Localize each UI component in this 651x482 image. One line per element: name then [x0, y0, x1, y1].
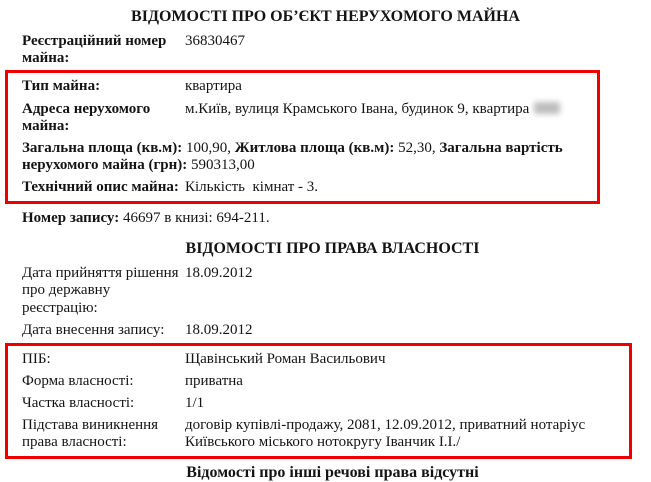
- ownership-basis-value: договір купівлі-продажу, 2081, 12.09.2012, приватний нотаріус Київського міського нотокругу Іванчик І.І./: [185, 416, 586, 451]
- ownership-share-label: Частка власності:: [22, 394, 135, 411]
- property-type-value: квартира: [185, 78, 242, 95]
- ownership-form-row: [22, 373, 623, 390]
- other-rights-note: Відомості про інші речові права відсутні: [186, 464, 479, 482]
- total-cost-value: 590313,00: [187, 156, 255, 173]
- technical-description-value: Кількість кімнат - 3.: [185, 178, 319, 195]
- decision-date-label: Дата прийняття рішення про державну реєстрацію:: [22, 265, 179, 316]
- ownership-basis-label: Підстава виникнення права власності:: [22, 416, 159, 451]
- owner-name-row: [22, 351, 623, 368]
- total-cost-label: Загальна вартість нерухомого майна (грн):: [22, 139, 563, 173]
- record-number-label: Номер запису:: [22, 209, 120, 226]
- address-text: м.Київ, вулиця Крамського Івана, будинок 9, квартира: [185, 100, 530, 117]
- owner-name-label: ПІБ:: [22, 350, 51, 367]
- object-highlight-box: [5, 70, 600, 204]
- decision-date-row: [22, 265, 643, 316]
- address-row: [22, 101, 591, 135]
- living-area-label: Житлова площа (кв.м):: [234, 139, 395, 156]
- record-number-line: [22, 210, 643, 227]
- entry-date-row: [22, 322, 643, 339]
- entry-date-value: 18.09.2012: [185, 321, 253, 338]
- ownership-form-label: Форма власності:: [22, 372, 134, 389]
- address-value: [185, 101, 591, 135]
- technical-description-row: [22, 179, 591, 196]
- total-area-label: Загальна площа (кв.м):: [22, 139, 183, 156]
- ownership-highlight-box: [5, 343, 632, 459]
- registration-number-value: 36830467: [185, 33, 245, 50]
- registration-number-label: Реєстраційний номер майна:: [22, 33, 167, 67]
- ownership-share-row: [22, 395, 623, 412]
- object-section-title: ВІДОМОСТІ ПРО ОБ’ЄКТ НЕРУХОМОГО МАЙНА: [131, 8, 520, 25]
- area-line: [22, 140, 591, 174]
- redacted-apartment-number: [534, 102, 560, 114]
- address-label: Адреса нерухомого майна:: [22, 100, 151, 134]
- property-type-row: [22, 78, 591, 95]
- property-type-label: Тип майна:: [22, 78, 101, 95]
- living-area-value: 52,30,: [394, 139, 440, 156]
- ownership-form-value: приватна: [185, 372, 243, 389]
- owner-name-value: Щавінський Роман Васильович: [185, 350, 386, 367]
- record-number-value: 46697 в книзі: 694-211.: [119, 209, 270, 226]
- ownership-basis-row: [22, 417, 623, 451]
- total-area-value: 100,90,: [182, 139, 235, 156]
- ownership-share-value: 1/1: [185, 394, 205, 411]
- entry-date-label: Дата внесення запису:: [22, 321, 165, 338]
- registration-number-row: [22, 33, 643, 67]
- rights-section-title: ВІДОМОСТІ ПРО ПРАВА ВЛАСНОСТІ: [185, 240, 480, 258]
- technical-description-label: Технічний опис майна:: [22, 178, 179, 195]
- decision-date-value: 18.09.2012: [185, 265, 253, 282]
